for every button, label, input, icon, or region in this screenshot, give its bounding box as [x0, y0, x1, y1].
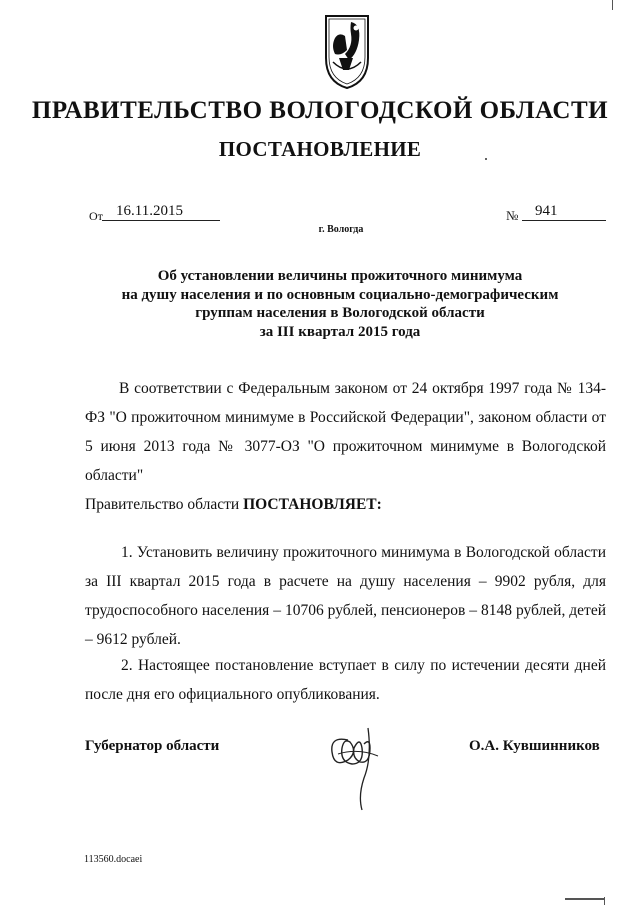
scan-edge-mark — [612, 0, 613, 10]
subject-line: на душу населения и по основным социально-демографическим — [121, 286, 559, 303]
document-type: ПОСТАНОВЛЕНИЕ — [218, 137, 422, 161]
preamble-paragraph: В соответствии с Федеральным законом от 24 октября 1997 года № 134-ФЗ "О прожиточном минимуме в Российской Федерации", законом области от 5 июня 2013 года № 3077-ОЗ "О прожиточном минимуме в Вологодской области" — [85, 380, 606, 484]
document-subject — [120, 267, 560, 341]
resolves-paragraph — [85, 490, 606, 519]
scan-edge-mark — [565, 898, 605, 900]
item-1-paragraph: 1. Установить величину прожиточного минимума в Вологодской области за III квартал 2015 года в расчете на душу населения – 9902 рубля, для трудоспособного населения – 10706 рублей, пенсионеров – 8148 рублей, детей – 9612 рублей. — [85, 544, 606, 648]
subject-line: группам населения в Вологодской области — [195, 305, 485, 321]
number-sign: № — [506, 208, 519, 223]
signatory-role: Губернатор области — [85, 738, 220, 754]
scan-edge-mark — [604, 897, 605, 905]
resolves-prefix: Правительство области — [85, 496, 244, 513]
date-prefix: От — [89, 209, 103, 223]
subject-line: Об установлении величины прожиточного минимума — [157, 268, 523, 284]
file-code: 113560.docaei — [84, 854, 143, 865]
city-name: г. Вологда — [318, 224, 364, 235]
coat-of-arms-emblem — [323, 10, 371, 90]
signatory-name: О.А. Кувшинников — [469, 738, 600, 754]
government-title: ПРАВИТЕЛЬСТВО ВОЛОГОДСКОЙ ОБЛАСТИ — [31, 97, 609, 124]
handwritten-signature — [318, 718, 390, 814]
subject-line: за III квартал 2015 года — [259, 323, 421, 340]
stray-dot — [485, 158, 487, 160]
document-date: 16.11.2015 — [102, 203, 220, 221]
item-2-paragraph: 2. Настоящее постановление вступает в силу по истечении десяти дней после дня его официального опубликования. — [85, 657, 606, 703]
resolves-keyword: ПОСТАНОВЛЯЕТ: — [243, 496, 382, 513]
document-number: 941 — [522, 203, 606, 221]
